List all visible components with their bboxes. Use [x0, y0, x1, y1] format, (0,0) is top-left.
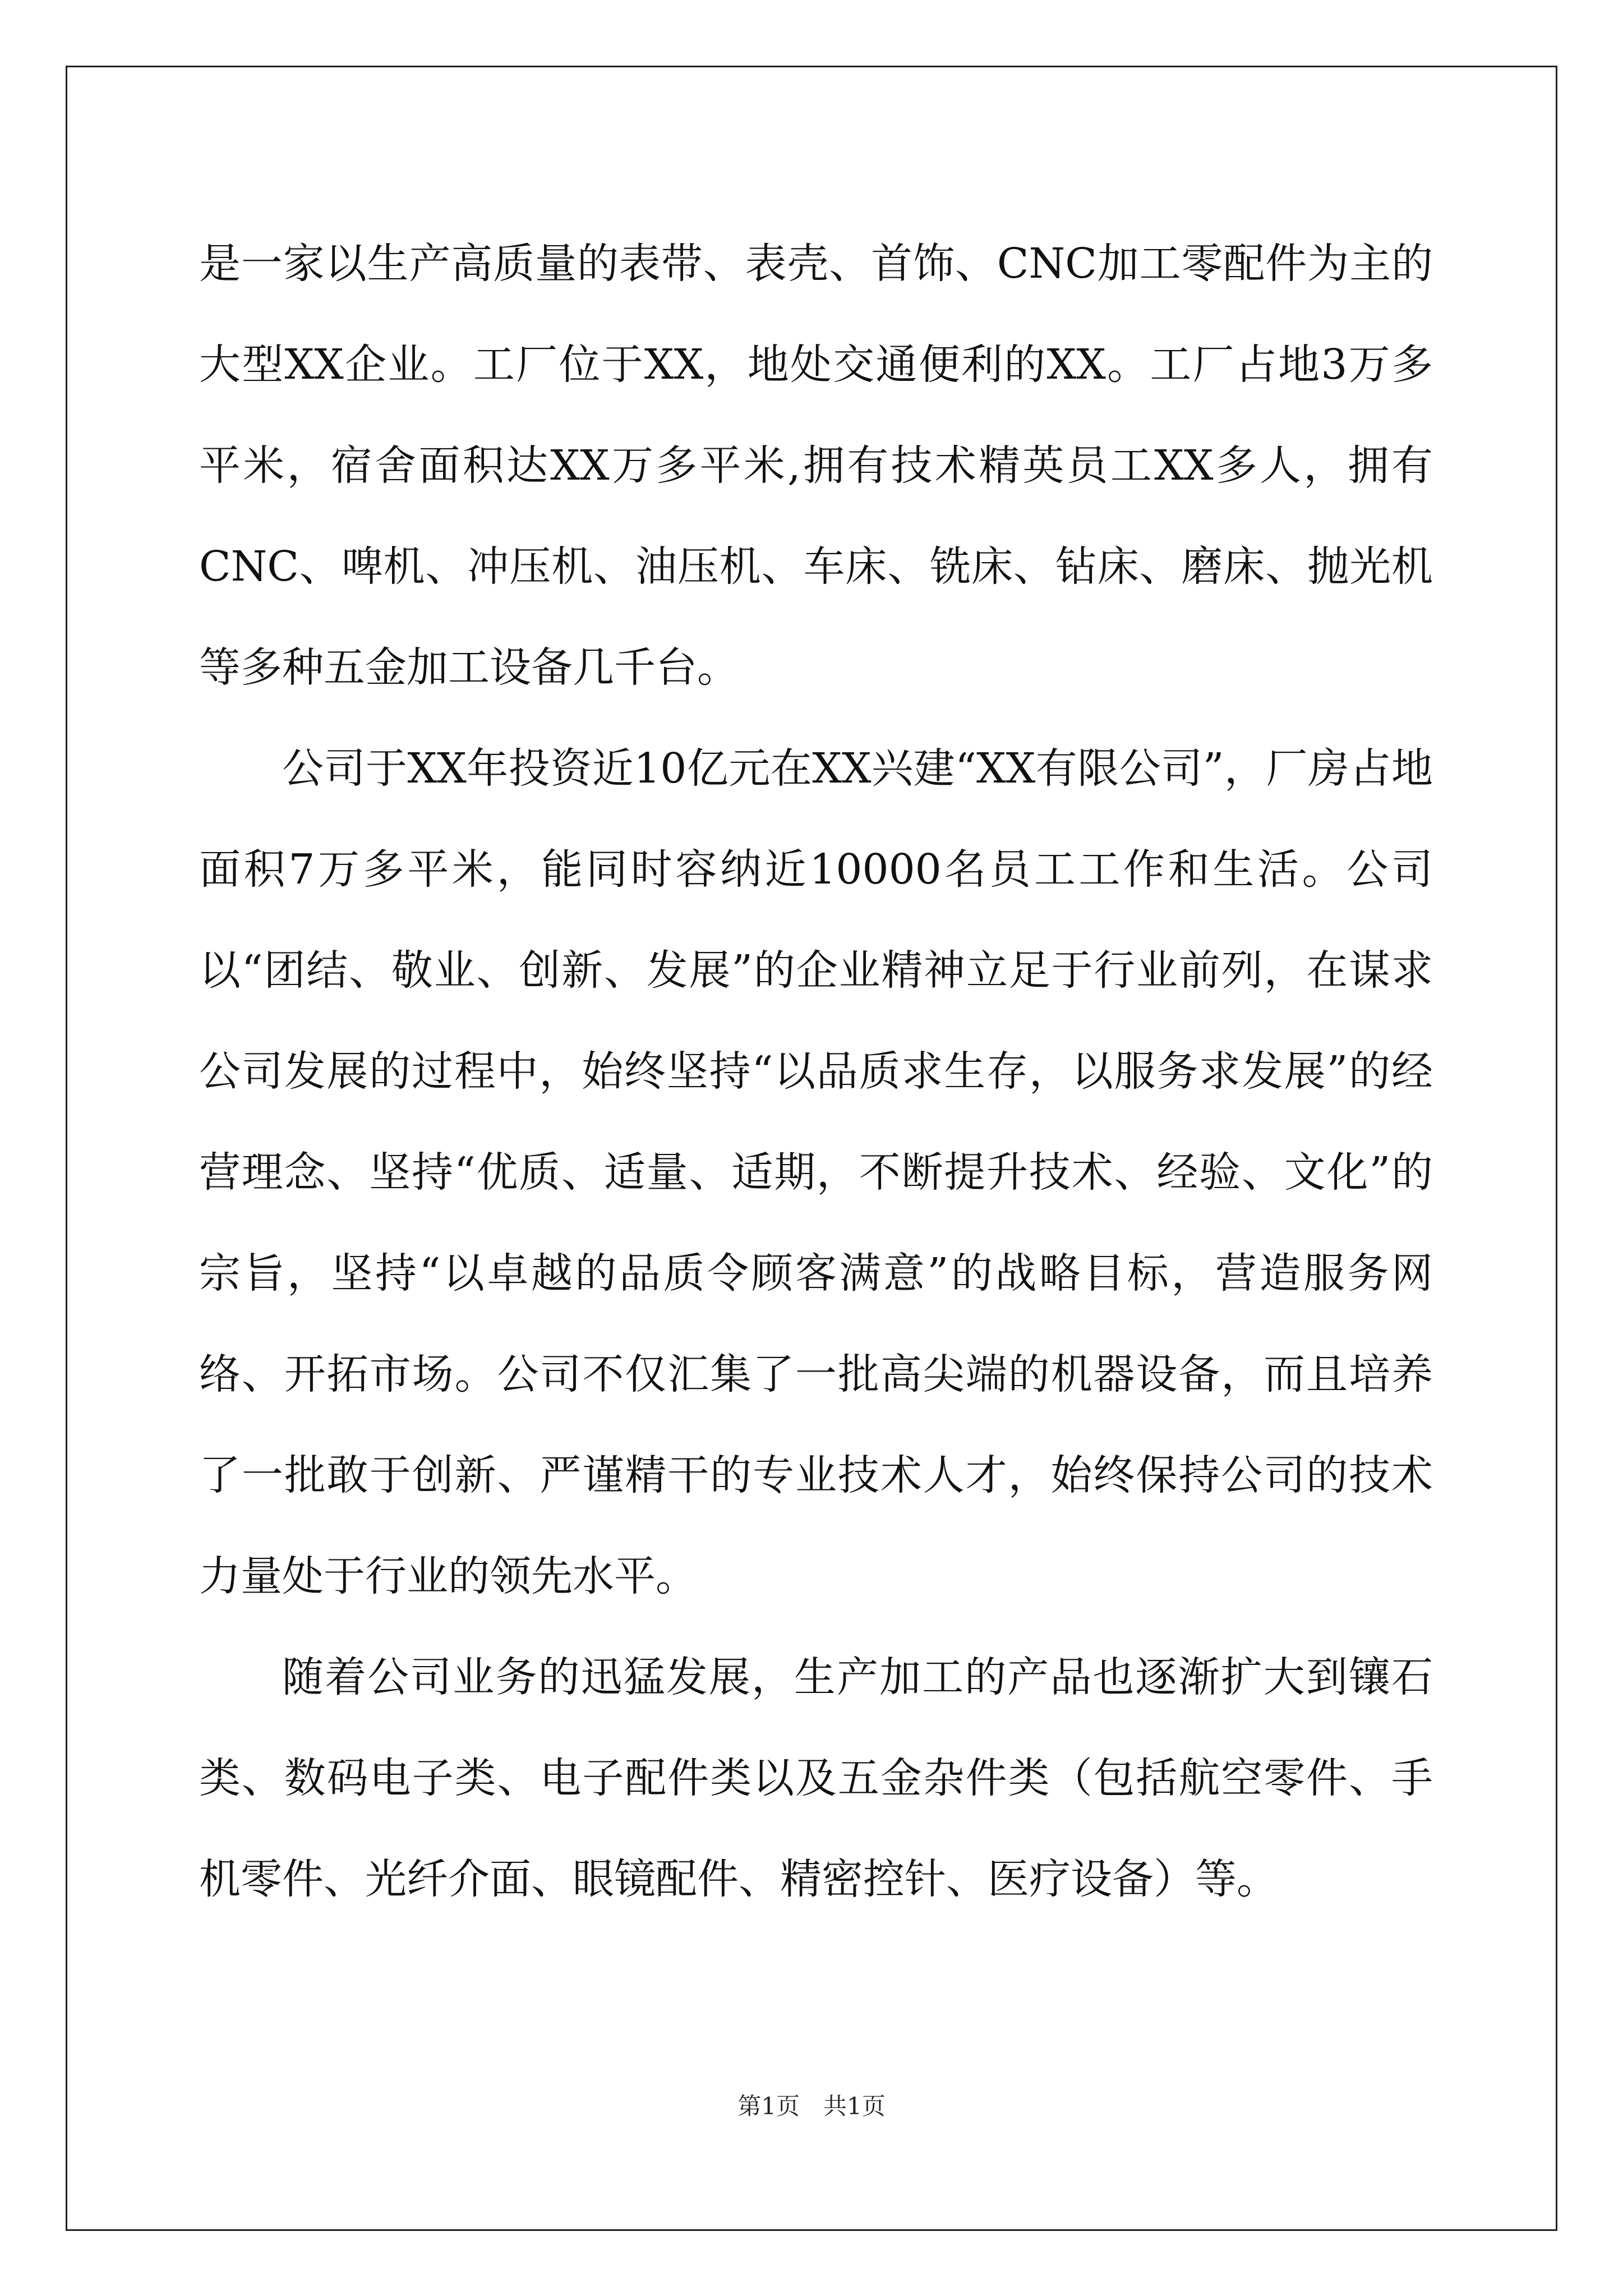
paragraph-company-overview: 是一家以生产高质量的表带、表壳、首饰、CNC加工零配件为主的大型XX企业。工厂位于XX，地处交通便利的XX。工厂占地3万多平米，宿舍面积达XX万多平米,拥有技术精英员工XX多人，拥有CNC、啤机、冲压机、油压机、车床、铣床、钻床、磨床、抛光机等多种五金加工设备几千台。 — [199, 240, 1433, 692]
document-body — [199, 213, 1433, 1930]
paragraph-investment-and-philosophy: 公司于XX年投资近10亿元在XX兴建“XX有限公司”，厂房占地面积7万多平米，能同时容纳近10000名员工工作和生活。公司以“团结、敬业、创新、发展”的企业精神立足于行业前列，在谋求公司发展的过程中，始终坚持“以品质求生存，以服务求发展”的经营理念、坚持“优质、适量、适期，不断提升技术、经验、文化”的宗旨，坚持“以卓越的品质令顾客满意”的战略目标，营造服务网络、开拓市场。公司不仅汇集了一批高尖端的机器设备，而且培养了一批敢于创新、严谨精干的专业技术人才，始终保持公司的技术力量处于行业的领先水平。 — [199, 744, 1433, 1600]
paragraph-product-expansion: 随着公司业务的迅猛发展，生产加工的产品也逐渐扩大到镶石类、数码电子类、电子配件类以及五金杂件类（包括航空零件、手机零件、光纤介面、眼镜配件、精密控针、医疗设备）等。 — [199, 1653, 1433, 1903]
page-number-footer: 第1页 共1页 — [737, 2092, 886, 2120]
